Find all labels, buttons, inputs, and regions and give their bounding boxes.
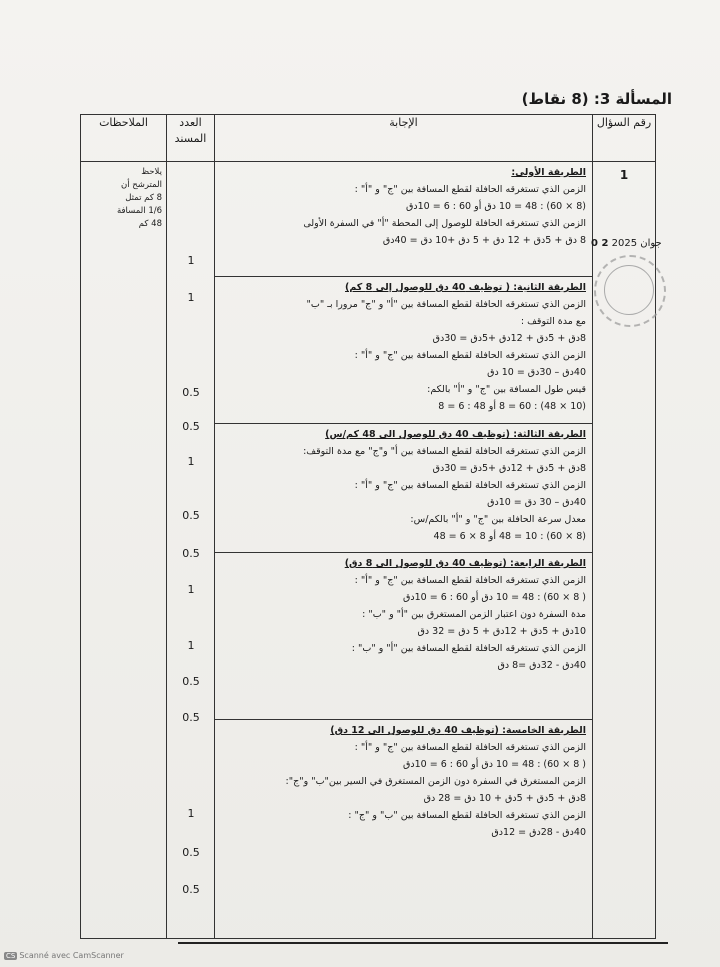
answer-line: (8 × 60) : 48 = 10 دق أو 60 : 6 = 10دق	[406, 201, 586, 212]
points-value: 0.5	[182, 386, 200, 399]
method-3	[215, 424, 592, 553]
answer-line: 40دق – 30دق = 10 دق	[487, 367, 586, 378]
answer-line: الزمن الذي تستغرقه الحافلة لقطع المسافة بين "ج" و "أ" :	[354, 480, 586, 491]
method-1	[215, 162, 592, 277]
answer-line: 40دق - 28دق = 12دق	[491, 827, 586, 838]
answer-cell	[215, 162, 593, 939]
answer-line: الزمن الذي تستغرقه الحافلة لقطع المسافة بين "ج" و "أ" :	[354, 350, 586, 361]
answer-line: (8 × 60) : 10 = 48 أو 8 × 6 = 48	[433, 531, 586, 542]
answer-line: مع مدة التوقف :	[520, 316, 586, 327]
stamp-date-text: جوان 2025	[611, 238, 662, 249]
notes-cell	[81, 162, 167, 939]
method-heading: الطريقة الأولى:	[511, 167, 586, 178]
answer-line: الزمن الذي تستغرقه الحافلة لقطع المسافة بين "أ" و "ب" :	[351, 643, 586, 654]
answer-line: الزمن الذي تستغرقه الحافلة لقطع المسافة بين "أ" و "ج" مرورا بـ "ب"	[306, 299, 586, 310]
points-value: 0.5	[182, 547, 200, 560]
answer-line: الزمن المستغرق في السفرة دون الزمن المستغرق في السير بين"ب" و"ج":	[285, 776, 586, 787]
answer-line: 8دق + 5دق + 12دق +5دق = 30دق	[432, 333, 586, 344]
answer-line: 40دق – 30 دق = 10دق	[487, 497, 586, 508]
header-points: العدد المسند	[167, 115, 215, 162]
answer-line: الزمن الذي تستغرقه الحافلة للوصول إلى المحطة "أ" في السفرة الأولى	[303, 218, 586, 229]
method-heading: الطريقة الخامسة: (توظيف 40 دق للوصول الى 12 دق)	[330, 725, 586, 736]
points-value: 1	[187, 583, 195, 596]
points-value: 1	[187, 807, 195, 820]
points-value: 0.5	[182, 420, 200, 433]
points-value: 1	[187, 291, 195, 304]
note-line: يلاحظ	[141, 167, 162, 177]
method-heading: الطريقة الرابعة: (توظيف 40 دق للوصول الى 8 دق)	[344, 558, 586, 569]
points-value: 0.5	[182, 711, 200, 724]
answer-line: ( 8 × 60) : 48 = 10 دق أو 60 : 6 = 10دق	[403, 759, 586, 770]
answer-line: ( 8 × 60) : 48 = 10 دق أو 60 : 6 = 10دق	[403, 592, 586, 603]
answer-line: 8دق + 5دق + 5دق + 10 دق = 28 دق	[423, 793, 586, 804]
points-value: 0.5	[182, 883, 200, 896]
answer-line: 8دق + 5دق + 12دق +5دق = 30دق	[432, 463, 586, 474]
problem-title: المسألة 3: (8 نقاط)	[521, 90, 672, 108]
answer-line: 8 دق + 5دق + 12 دق + 5 دق +10 دق = 40دق	[382, 235, 586, 246]
points-value: 0.5	[182, 846, 200, 859]
answer-line: الزمن الذي تستغرقه الحافلة لقطع المسافة بين "ب" و "ج" :	[348, 810, 586, 821]
answer-line: الزمن الذي تستغرقه الحافلة لقطع المسافة بين أ" و"ج" مع مدة التوقف:	[303, 446, 586, 457]
method-5	[215, 720, 592, 882]
answer-line: 40دق - 32دق =8 دق	[497, 660, 586, 671]
points-value: 1	[187, 455, 195, 468]
header-answer: الإجابة	[215, 115, 593, 162]
answer-line: مدة السفرة دون اعتبار الزمن المستغرق بين "أ" و "ب" :	[362, 609, 586, 620]
scanner-watermark	[4, 951, 124, 960]
question-number: 1	[619, 168, 629, 182]
header-notes: الملاحظات	[81, 115, 167, 162]
answer-line: (10 × 48) : 60 = 8 أو 48 : 6 = 8	[438, 401, 586, 412]
answer-line: 10دق + 5دق + 12دق + 5 دق = 32 دق	[417, 626, 586, 637]
method-heading: الطريقة الثانية: ( توظيف 40 دق للوصول إلى 8 كم)	[345, 282, 586, 293]
method-4	[215, 553, 592, 720]
stamp-number: 2 0	[591, 238, 609, 249]
note-line: المترشح أن	[120, 180, 162, 190]
answer-line: قيس طول المسافة بين "ج" و "أ" بالكم:	[427, 384, 586, 395]
stamp-date	[585, 238, 662, 249]
points-value: 1	[187, 639, 195, 652]
points-value: 0.5	[182, 509, 200, 522]
points-cell	[167, 162, 215, 939]
method-2	[215, 277, 592, 424]
answer-line: معدل سرعة الحافلة بين "ج" و "أ" بالكم/س:	[410, 514, 586, 525]
note-line: 8 كم تمثل	[125, 193, 162, 203]
note-line: 1/6 المسافة	[116, 206, 162, 216]
watermark-text: Scanné avec CamScanner	[19, 951, 124, 960]
method-heading: الطريقة الثالثة: (توظيف 40 دق للوصول الى 48 كم/س)	[325, 429, 586, 440]
points-value: 0.5	[182, 675, 200, 688]
answer-line: الزمن الذي تستغرقه الحافلة لقطع المسافة بين "ج" و "أ" :	[354, 575, 586, 586]
official-stamp-inner	[604, 265, 654, 315]
answer-line: الزمن الذي تستغرقه الحافلة لقطع المسافة بين "ج" و "أ" :	[354, 742, 586, 753]
header-qnum: رقم السؤال	[593, 115, 656, 162]
answer-table	[80, 114, 656, 939]
camscanner-icon: CS	[6, 952, 16, 960]
points-value: 1	[187, 254, 195, 267]
note-line: 48 كم	[138, 219, 162, 229]
answer-line: الزمن الذي تستغرقه الحافلة لقطع المسافة بين "ج" و "أ" :	[354, 184, 586, 195]
footer-rule	[178, 942, 668, 944]
